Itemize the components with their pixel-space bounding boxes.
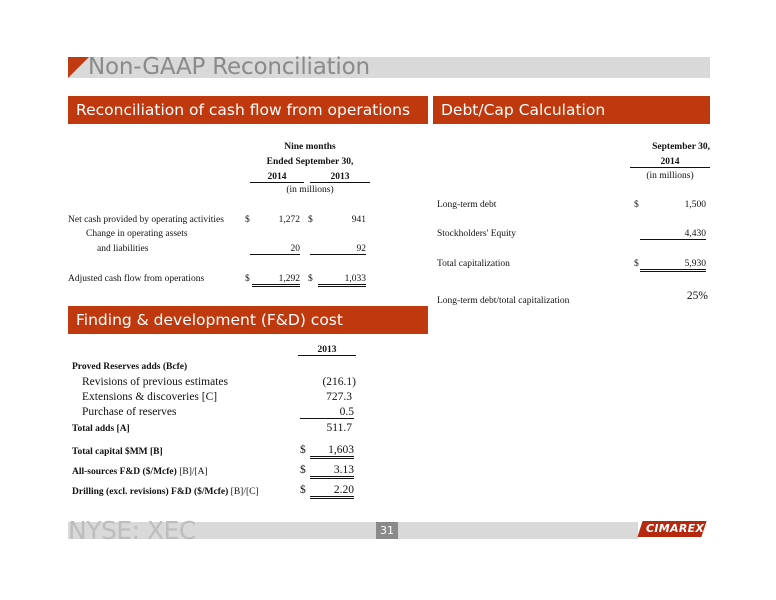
cashflow-units: (in millions) [286, 185, 334, 195]
fd-value: 511.7 [326, 422, 352, 434]
fd-row-label: Purchase of reserves [82, 406, 177, 418]
company-logo [638, 519, 710, 541]
fd-currency: $ [300, 444, 306, 456]
cashflow-row-label: Net cash provided by operating activities [68, 215, 224, 225]
debtcap-value: 1,500 [684, 200, 706, 210]
debtcap-section-header [433, 96, 710, 124]
fd-col-2013: 2013 [298, 345, 356, 356]
fd-group-label: Proved Reserves adds (Bcfe) [72, 362, 188, 372]
cashflow-value-2013: 941 [351, 215, 366, 225]
fd-value: 0.5 [300, 406, 354, 419]
cashflow-value-2014: 1,272 [278, 215, 300, 225]
debtcap-row-label: Stockholders' Equity [437, 229, 517, 239]
debtcap-units: (in millions) [646, 171, 694, 181]
cashflow-row-label: Adjusted cash flow from operations [68, 274, 205, 284]
debtcap-value: 4,430 [640, 229, 706, 240]
debtcap-header-line2: 2014 [630, 157, 710, 168]
debtcap-row-label: Long-term debt [437, 200, 497, 210]
page-number: 31 [376, 522, 398, 539]
cashflow-value-2013: 1,033 [318, 274, 366, 287]
fd-value: 3.13 [310, 464, 354, 479]
title-accent-triangle [68, 57, 89, 78]
page-title: Non-GAAP Reconciliation [88, 54, 370, 80]
cashflow-currency: $ [245, 215, 250, 225]
cashflow-header-line2: Ended September 30, [266, 157, 354, 167]
fd-row-label-formula: [B]/[C] [228, 487, 259, 497]
cashflow-value-2014: 1,292 [252, 274, 300, 287]
fd-row-label [72, 467, 208, 477]
fd-value: 2.20 [310, 484, 354, 499]
cashflow-value-2014: 20 [250, 244, 300, 255]
debtcap-header-line1: September 30, [652, 142, 710, 152]
cashflow-row-label: Change in operating assets [86, 229, 188, 239]
cashflow-currency: $ [308, 274, 313, 284]
cashflow-value-2013: 92 [310, 244, 366, 255]
debtcap-row-label: Long-term debt/total capitalization [437, 296, 570, 306]
cashflow-header-line1: Nine months [284, 142, 336, 152]
cashflow-section-header [68, 96, 428, 124]
debtcap-row-label: Total capitalization [437, 259, 510, 269]
cashflow-row-label: and liabilities [97, 244, 149, 254]
cashflow-currency: $ [308, 215, 313, 225]
cashflow-col-2013: 2013 [310, 172, 370, 183]
fd-row-label [72, 487, 259, 497]
cashflow-section-title: Reconciliation of cash flow from operations [76, 101, 411, 119]
fd-row-label-bold: Drilling (excl. revisions) F&D ($/Mcfe) [72, 487, 229, 497]
debtcap-value: 25% [686, 290, 708, 302]
debtcap-value: 5,930 [640, 259, 706, 272]
fd-currency: $ [300, 484, 306, 496]
fd-section-title: Finding & development (F&D) cost [76, 311, 343, 329]
fd-row-label: Total adds [A] [72, 424, 130, 434]
debtcap-currency: $ [634, 259, 639, 269]
fd-row-label-bold: All-sources F&D ($/Mcfe) [72, 467, 177, 477]
fd-value: 727.3 [326, 391, 352, 403]
debtcap-currency: $ [634, 200, 639, 210]
fd-value: 1,603 [310, 444, 354, 459]
fd-currency: $ [300, 464, 306, 476]
fd-row-label: Revisions of previous estimates [82, 376, 228, 388]
cashflow-col-2014: 2014 [250, 172, 304, 183]
fd-value: (216.1) [322, 376, 356, 388]
cashflow-currency: $ [245, 274, 250, 284]
logo-wordmark: CIMAREX [646, 522, 705, 535]
fd-row-label: Extensions & discoveries [C] [82, 391, 218, 403]
fd-section-header [68, 306, 428, 334]
footer-ticker: NYSE: XEC [68, 516, 196, 545]
fd-row-label: Total capital $MM [B] [72, 447, 163, 457]
fd-row-label-formula: [B]/[A] [176, 467, 208, 477]
debtcap-section-title: Debt/Cap Calculation [441, 101, 606, 119]
